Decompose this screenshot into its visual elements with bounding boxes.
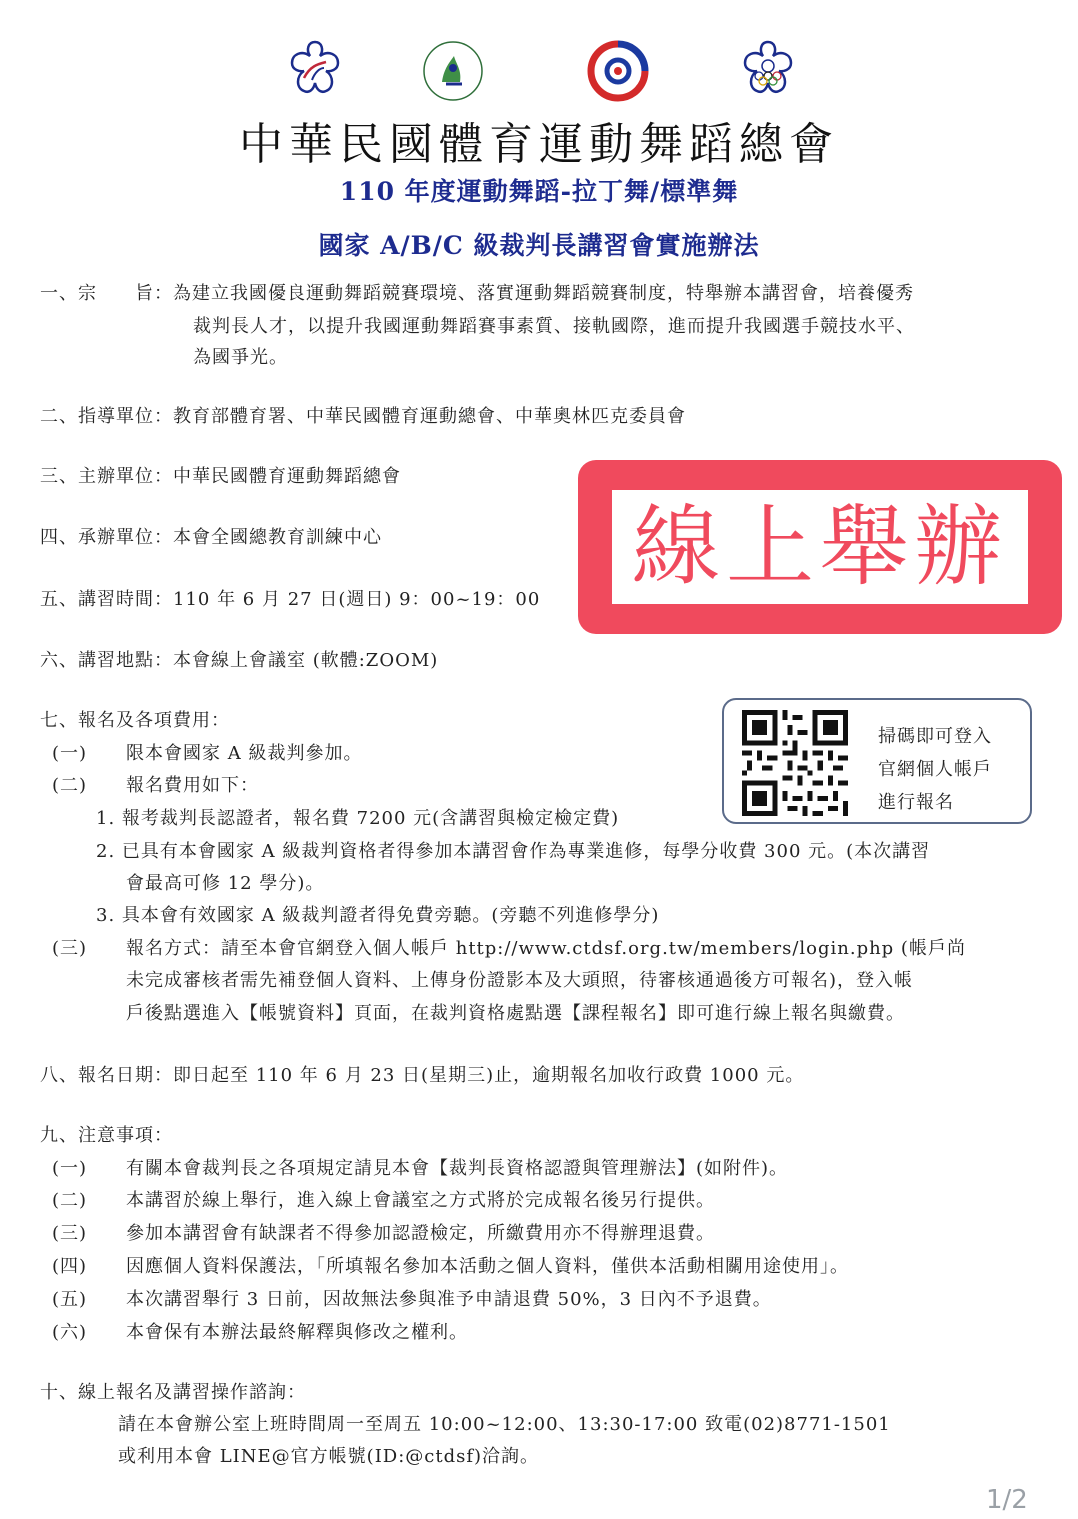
- qr-registration-box: [722, 698, 1032, 824]
- section-7-item-3-number: (三): [52, 938, 88, 959]
- online-event-stamp-inner: [612, 490, 1028, 604]
- section-5-text: 110 年 6 月 27 日(週日) 9：00~19：00: [173, 589, 541, 610]
- section-7-item-2-text: 報名費用如下：: [126, 775, 259, 796]
- section-5-label: 五、講習時間：: [40, 589, 173, 610]
- section-2-label: 二、指導單位：: [40, 406, 173, 427]
- online-event-stamp: [578, 460, 1062, 634]
- section-1-line-1: 為建立我國優良運動舞蹈競賽環境、落實運動舞蹈競賽制度，特舉辦本講習會，培養優秀: [173, 283, 914, 304]
- section-8: [40, 1064, 804, 1088]
- section-6: [40, 649, 438, 673]
- note-3-number: (三): [52, 1223, 88, 1244]
- section-3-label: 三、主辦單位：: [40, 466, 173, 487]
- section-1-line-3: 為國爭光。: [193, 347, 288, 368]
- section-9-label: 九、注意事項：: [40, 1125, 173, 1146]
- section-7-item-1-number: (一): [52, 743, 88, 764]
- qr-caption-line-1: 掃碼即可登入: [878, 726, 992, 747]
- section-7-label: 七、報名及各項費用：: [40, 710, 230, 731]
- note-2-text: 本講習於線上舉行，進入線上會議室之方式將於完成報名後另行提供。: [126, 1190, 715, 1211]
- note-6-text: 本會保有本辦法最終解釋與修改之權利。: [126, 1322, 468, 1343]
- qr-caption-line-3: 進行報名: [878, 792, 954, 813]
- section-4-text: 本會全國總教育訓練中心: [173, 527, 382, 548]
- note-5-number: (五): [52, 1289, 88, 1310]
- note-5-text: 本次講習舉行 3 日前，因故無法參與准予申請退費 50%，3 日內不予退費。: [126, 1289, 772, 1310]
- contact-line-2: 或利用本會 LINE@官方帳號(ID:@ctdsf)洽詢。: [118, 1446, 540, 1467]
- section-6-text: 本會線上會議室 (軟體:ZOOM): [173, 650, 439, 671]
- note-6-number: (六): [52, 1322, 88, 1343]
- section-4-label: 四、承辦單位：: [40, 527, 173, 548]
- note-3-text: 參加本講習會有缺課者不得參加認證檢定，所繳費用亦不得辦理退費。: [126, 1223, 715, 1244]
- section-2-text: 教育部體育署、中華民國體育運動總會、中華奧林匹克委員會: [173, 406, 686, 427]
- page-indicator: 1/2: [986, 1485, 1028, 1515]
- section-10-label: 十、線上報名及講習操作諮詢：: [40, 1382, 306, 1403]
- document-title: 中華民國體育運動舞蹈總會: [239, 119, 839, 170]
- note-4-number: (四): [52, 1256, 88, 1277]
- fee-item-3: 3. 具本會有效國家 A 級裁判證者得免費旁聽。(旁聽不列進修學分): [96, 905, 660, 926]
- section-6-label: 六、講習地點：: [40, 650, 173, 671]
- section-3: [40, 465, 401, 489]
- registration-method-line-3: 戶後點選進入【帳號資料】頁面，在裁判資格處點選【課程報名】即可進行線上報名與繳費。: [126, 1003, 905, 1024]
- note-1-number: (一): [52, 1158, 88, 1179]
- section-1-label: 一、宗 旨：: [40, 283, 173, 304]
- dance-federation-logo: [282, 38, 348, 104]
- section-4: [40, 526, 382, 550]
- fee-item-1: 1. 報考裁判長認證者，報名費 7200 元(含講習與檢定檢定費): [96, 808, 620, 829]
- qr-caption-line-2: 官網個人帳戶: [878, 759, 992, 780]
- note-2-number: (二): [52, 1190, 88, 1211]
- fee-item-2-line-2: 會最高可修 12 學分)。: [126, 873, 325, 894]
- section-3-text: 中華民國體育運動舞蹈總會: [173, 466, 401, 487]
- registration-method-line-1: 報名方式：請至本會官網登入個人帳戶 http://www.ctdsf.org.tw/members/login.php (帳戶尚: [126, 938, 966, 959]
- registration-method-line-2: 未完成審核者需先補登個人資料、上傳身份證影本及大頭照，待審核通過後方可報名)，登入帳: [126, 970, 914, 991]
- olympic-committee-logo: [735, 38, 801, 104]
- online-event-stamp-text: 線上舉辦: [631, 495, 1008, 598]
- document-subtitle-1: 110 年度運動舞蹈-拉丁舞/標準舞: [339, 177, 739, 206]
- sports-administration-logo: [585, 38, 651, 104]
- section-2: [40, 405, 686, 429]
- section-7-item-1-text: 限本會國家 A 級裁判參加。: [126, 743, 363, 764]
- section-8-label: 八、報名日期：: [40, 1065, 173, 1086]
- section-1-line-2: 裁判長人才，以提升我國運動舞蹈賽事素質、接軌國際，進而提升我國選手競技水平、: [193, 316, 915, 337]
- note-1-text: 有關本會裁判長之各項規定請見本會【裁判長資格認證與管理辦法】(如附件)。: [126, 1158, 789, 1179]
- section-8-text: 即日起至 110 年 6 月 23 日(星期三)止，逾期報名加收行政費 1000 元。: [173, 1065, 805, 1086]
- contact-line-1: 請在本會辦公室上班時間周一至周五 10:00~12:00、13:30-17:00 致電(02)8771-1501: [118, 1414, 891, 1435]
- qr-code-icon[interactable]: [742, 710, 848, 816]
- fee-item-2-line-1: 2. 已具有本會國家 A 級裁判資格者得參加本講習會作為專業進修，每學分收費 300 元。(本次講習: [96, 841, 931, 862]
- note-4-text: 因應個人資料保護法，「所填報名參加本活動之個人資料，僅供本活動相關用途使用」。: [126, 1256, 849, 1277]
- logo-row: [0, 38, 1078, 110]
- section-7-item-2-number: (二): [52, 775, 88, 796]
- section-1: [40, 282, 914, 306]
- document-subtitle-2: 國家 A/B/C 級裁判長講習會實施辦法: [318, 231, 760, 260]
- section-5: [40, 588, 540, 612]
- ministry-of-education-logo: [420, 38, 486, 104]
